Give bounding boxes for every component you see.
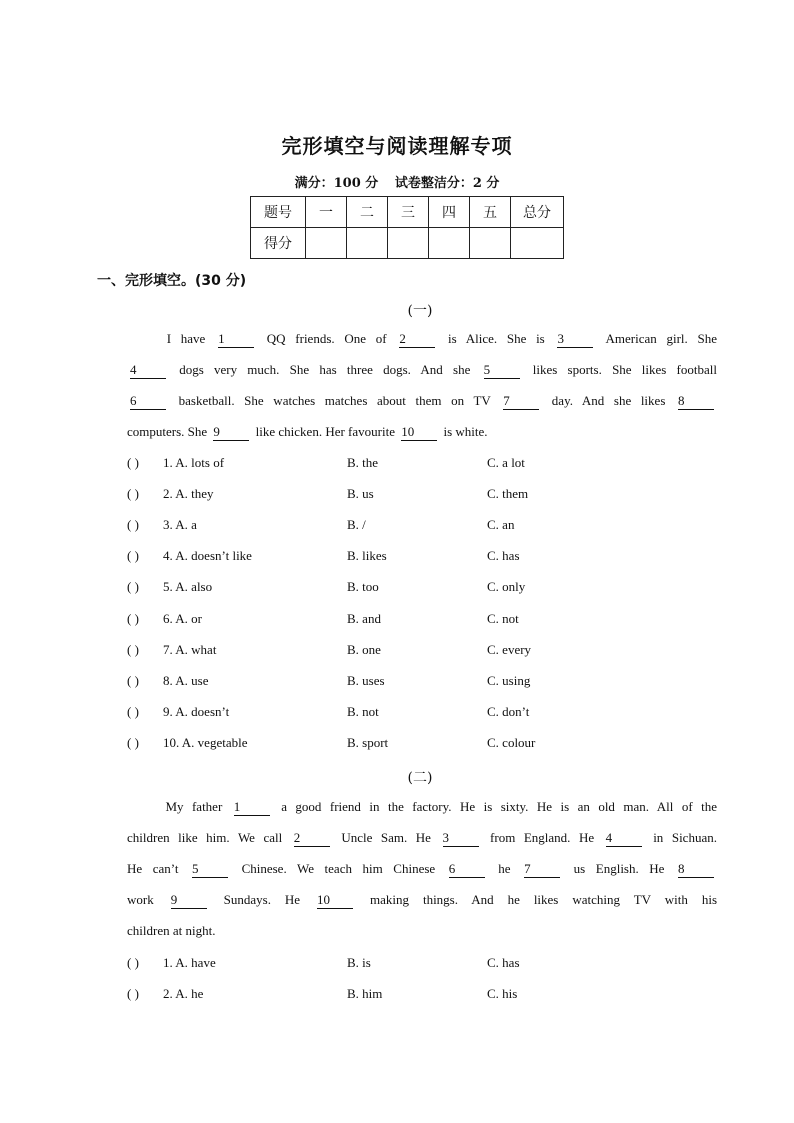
score-table: [250, 196, 564, 259]
option-b: B. him: [347, 986, 383, 1002]
score-input-cell[interactable]: [429, 228, 470, 259]
option-c: C. them: [487, 486, 529, 502]
answer-blank[interactable]: 2: [399, 331, 435, 348]
score-input-cell[interactable]: [306, 228, 347, 259]
option-b: B. too: [347, 579, 379, 595]
passage-text-segment: day. And she likes: [542, 393, 675, 408]
passage-line: [127, 385, 717, 416]
question-row: [127, 455, 727, 475]
option-a: 2. A. they: [163, 486, 214, 502]
answer-blank[interactable]: 7: [524, 861, 560, 878]
question-row: [127, 517, 727, 537]
option-b: B. us: [347, 486, 374, 502]
answer-blank[interactable]: 9: [171, 892, 207, 909]
answer-blank[interactable]: 8: [678, 393, 714, 410]
passage-text-segment: making things. And he likes watching TV with his: [356, 892, 718, 907]
option-a: 3. A. a: [163, 517, 197, 533]
answer-blank[interactable]: 1: [234, 799, 270, 816]
question-row: [127, 611, 727, 631]
passage-text-segment: like chicken. Her favourite: [252, 424, 399, 439]
passage-text-segment: basketball. She watches matches about them on TV: [169, 393, 501, 408]
option-c: C. has: [487, 955, 520, 970]
section-title: 一、完形填空。(30 分): [97, 273, 247, 289]
score-table-cell: 总分: [511, 197, 564, 228]
option-b: B. is: [347, 955, 371, 970]
passage-text-segment: QQ friends. One of: [257, 331, 397, 346]
score-table-score-row: [251, 228, 564, 259]
score-table-cell: 三: [388, 197, 429, 228]
score-table-cell: 一: [306, 197, 347, 228]
option-a: 6. A. or: [163, 610, 202, 626]
answer-blank[interactable]: 7: [503, 393, 539, 410]
answer-blank[interactable]: 3: [557, 331, 593, 348]
passage-text-segment: dogs very much. She has three dogs. And she: [169, 362, 481, 377]
question-row: [127, 986, 727, 1006]
score-input-cell[interactable]: [388, 228, 429, 259]
question-row: [127, 548, 727, 568]
option-c: C. an: [487, 517, 515, 533]
answer-paren[interactable]: ( ): [127, 955, 139, 970]
answer-blank[interactable]: 2: [294, 830, 330, 847]
passage-text-segment: in Sichuan.: [644, 830, 717, 845]
answer-paren[interactable]: ( ): [127, 672, 139, 688]
option-a: 9. A. doesn’t: [163, 703, 230, 719]
answer-blank[interactable]: 10: [401, 424, 437, 441]
answer-blank[interactable]: 3: [443, 830, 479, 847]
passage-text-segment: Chinese. We teach him Chinese: [231, 861, 446, 876]
option-c: C. has: [487, 548, 520, 564]
answer-paren[interactable]: ( ): [127, 610, 139, 626]
passage-text-segment: My father: [157, 799, 231, 814]
answer-paren[interactable]: ( ): [127, 455, 139, 470]
passage-line: [127, 822, 717, 853]
answer-blank[interactable]: 4: [130, 362, 166, 379]
option-c: C. not: [487, 610, 519, 626]
passage-line: [127, 323, 717, 354]
answer-paren[interactable]: ( ): [127, 703, 139, 719]
passage-text-segment: is white.: [440, 424, 488, 439]
neat-score: 试卷整洁分：2 分: [394, 176, 500, 191]
option-b: B. /: [347, 517, 366, 533]
answer-paren[interactable]: ( ): [127, 734, 139, 750]
option-b: B. sport: [347, 734, 389, 750]
answer-blank[interactable]: 10: [317, 892, 353, 909]
passage-line: [127, 915, 717, 946]
passage-text-segment: He can’t: [127, 861, 190, 876]
answer-blank[interactable]: 9: [213, 424, 249, 441]
score-table-cell: 二: [347, 197, 388, 228]
passage-text-segment: Uncle Sam. He: [332, 830, 440, 845]
passage-text-segment: a good friend in the factory. He is sixty. He is an old man. All of the: [272, 799, 717, 814]
answer-blank[interactable]: 5: [484, 362, 520, 379]
passage-line: [127, 354, 717, 385]
score-input-cell[interactable]: [511, 228, 564, 259]
passage-text: [127, 791, 717, 946]
option-b: B. the: [347, 455, 379, 470]
option-c: C. only: [487, 579, 526, 595]
option-a: 1. A. have: [163, 955, 216, 970]
option-a: 10. A. vegetable: [163, 734, 248, 750]
option-b: B. not: [347, 703, 379, 719]
question-row: [127, 955, 727, 975]
answer-paren[interactable]: ( ): [127, 548, 139, 564]
passage-text-segment: he: [487, 861, 522, 876]
answer-blank[interactable]: 1: [218, 331, 254, 348]
score-table-cell: 题号: [251, 197, 306, 228]
option-c: C. colour: [487, 734, 536, 750]
score-table-cell: 五: [470, 197, 511, 228]
full-score: 满分：100 分: [294, 176, 379, 191]
answer-paren[interactable]: ( ): [127, 986, 139, 1002]
option-a: 2. A. he: [163, 986, 204, 1002]
passage-text-segment: work: [127, 892, 168, 907]
passage-line: [127, 791, 717, 822]
option-b: B. and: [347, 610, 381, 626]
passage-text-segment: likes sports. She likes football: [522, 362, 717, 377]
option-a: 1. A. lots of: [163, 455, 225, 470]
passage-text-segment: us English. He: [563, 861, 675, 876]
score-table-cell: 四: [429, 197, 470, 228]
question-row: [127, 673, 727, 693]
option-b: B. likes: [347, 548, 387, 564]
score-input-cell[interactable]: [470, 228, 511, 259]
question-row: [127, 486, 727, 506]
answer-blank[interactable]: 5: [192, 861, 228, 878]
passage-line: [127, 416, 717, 447]
passage-number: (一): [407, 303, 433, 319]
option-a: 8. A. use: [163, 672, 209, 688]
question-row: [127, 642, 727, 662]
option-c: C. using: [487, 672, 531, 688]
answer-paren[interactable]: ( ): [127, 486, 139, 502]
answer-blank[interactable]: 6: [130, 393, 166, 410]
passage-text-segment: American girl. She: [596, 331, 718, 346]
option-a: 7. A. what: [163, 641, 217, 657]
passage-text-segment: from England. He: [481, 830, 603, 845]
answer-paren[interactable]: ( ): [127, 641, 139, 657]
score-info: [0, 172, 794, 191]
question-row: [127, 704, 727, 724]
passage-line: [127, 884, 717, 915]
option-c: C. don’t: [487, 703, 530, 719]
option-b: B. one: [347, 641, 381, 657]
answer-paren[interactable]: ( ): [127, 579, 139, 595]
passage-text-segment: children like him. We call: [127, 830, 291, 845]
answer-blank[interactable]: 4: [606, 830, 642, 847]
passage-text-segment: is Alice. She is: [438, 331, 555, 346]
answer-blank[interactable]: 6: [449, 861, 485, 878]
passage-number: (二): [407, 770, 433, 786]
score-input-cell[interactable]: [347, 228, 388, 259]
option-b: B. uses: [347, 672, 385, 688]
answer-blank[interactable]: 8: [678, 861, 714, 878]
passage-text-segment: children at night.: [127, 923, 216, 938]
passage-text-segment: I have: [157, 331, 216, 346]
option-c: C. a lot: [487, 455, 525, 470]
question-row: [127, 579, 727, 599]
passage-text-segment: Sundays. He: [209, 892, 315, 907]
score-table-header-row: [251, 197, 564, 228]
option-a: 5. A. also: [163, 579, 213, 595]
score-table-cell: 得分: [251, 228, 306, 259]
question-row: [127, 735, 727, 755]
passage-text-segment: computers. She: [127, 424, 211, 439]
answer-paren[interactable]: ( ): [127, 517, 139, 533]
option-a: 4. A. doesn’t like: [163, 548, 252, 564]
option-c: C. every: [487, 641, 532, 657]
passage-line: [127, 853, 717, 884]
page-title: 完形填空与阅读理解专项: [281, 134, 513, 158]
passage-text: [127, 323, 717, 447]
option-c: C. his: [487, 986, 518, 1002]
